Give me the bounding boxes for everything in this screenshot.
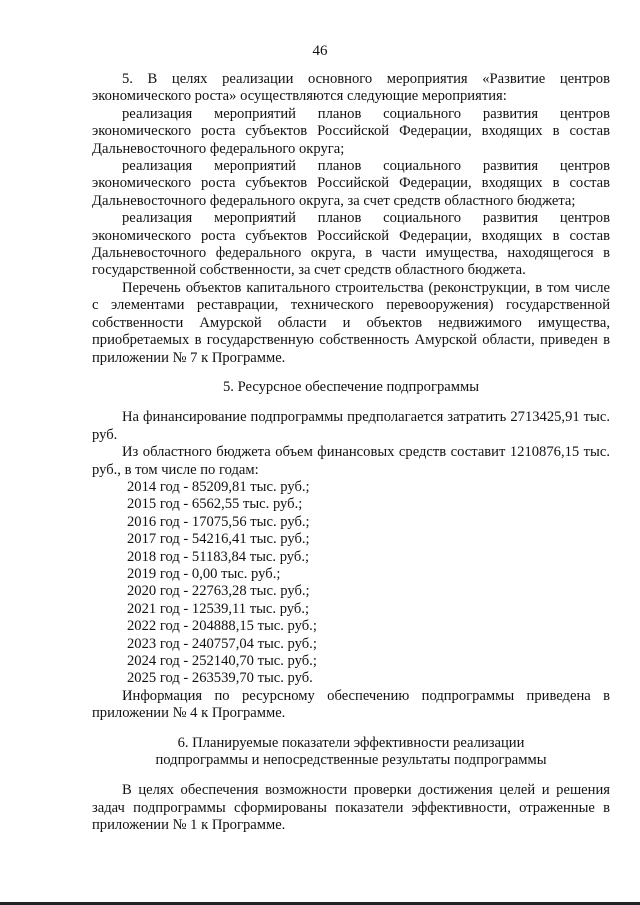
measure-item-2: реализация мероприятий планов социального развития центров экономического роста субъектов Российской Федерации, входящих в состав Дальневосточного федерального округа, за счет средств областного бюджета; [92, 158, 610, 209]
year-row: 2020 год - 22763,28 тыс. руб.; [127, 583, 310, 600]
section-6-heading [92, 735, 610, 770]
year-row: 2014 год - 85209,81 тыс. руб.; [127, 478, 310, 495]
total-financing: На финансирование подпрограммы предполагается затратить 2713425,91 тыс. руб. [92, 409, 610, 443]
resource-info: Информация по ресурсному обеспечению подпрограммы приведена в приложении № 4 к Программе. [92, 687, 610, 722]
section-6-heading-line-1: 6. Планируемые показатели эффективности реализации [177, 734, 525, 751]
measure-item-3: реализация мероприятий планов социального развития центров экономического роста субъектов Российской Федерации, входящих в состав Дальневосточного федерального округа, в части имущества, находящегося в государственной собственности, за счет средств областного бюджета. [92, 210, 610, 279]
page-number: 46 [312, 43, 328, 59]
year-row: 2021 год - 12539,11 тыс. руб.; [127, 600, 310, 617]
year-row: 2018 год - 51183,84 тыс. руб.; [127, 548, 310, 565]
year-row: 2016 год - 17075,56 тыс. руб.; [127, 513, 310, 530]
regional-budget: Из областного бюджета объем финансовых средств составит 1210876,15 тыс. руб., в том числе по годам: [92, 444, 610, 478]
section-6-text: В целях обеспечения возможности проверки достижения целей и решения задач подпрограммы сформированы показатели эффективности, отраженные в приложении № 1 к Программе. [92, 782, 610, 834]
year-row: 2019 год - 0,00 тыс. руб.; [127, 565, 281, 582]
yearly-funding-list [92, 479, 610, 688]
year-row: 2017 год - 54216,41 тыс. руб.; [127, 531, 310, 548]
year-row: 2023 год - 240757,04 тыс. руб.; [127, 635, 317, 652]
year-row: 2022 год - 204888,15 тыс. руб.; [127, 618, 317, 635]
measure-item-1: реализация мероприятий планов социального развития центров экономического роста субъектов Российской Федерации, входящих в состав Дальневосточного федерального округа; [92, 105, 610, 157]
page-content [92, 71, 610, 835]
year-row: 2024 год - 252140,70 тыс. руб.; [127, 653, 317, 669]
objects-list-note: Перечень объектов капитального строительства (реконструкции, в том числе с элементами реставрации, технического перевооружения) государственной собственности Амурской области и объектов недвижимого имущества, приобретаемых в государственную собственность Амурской области, приведен в приложении № 7 к Программе. [92, 279, 610, 366]
year-row: 2025 год - 263539,70 тыс. руб. [127, 670, 313, 687]
year-row: 2015 год - 6562,55 тыс. руб.; [127, 496, 303, 513]
section-6-heading-line-2: подпрограммы и непосредственные результаты подпрограммы [155, 752, 547, 769]
section-5-heading: 5. Ресурсное обеспечение подпрограммы [222, 378, 479, 395]
section-intro-lead: 5. В целях реализации основного мероприятия «Развитие центров экономического роста» осуществляются следующие мероприятия: [92, 71, 610, 105]
